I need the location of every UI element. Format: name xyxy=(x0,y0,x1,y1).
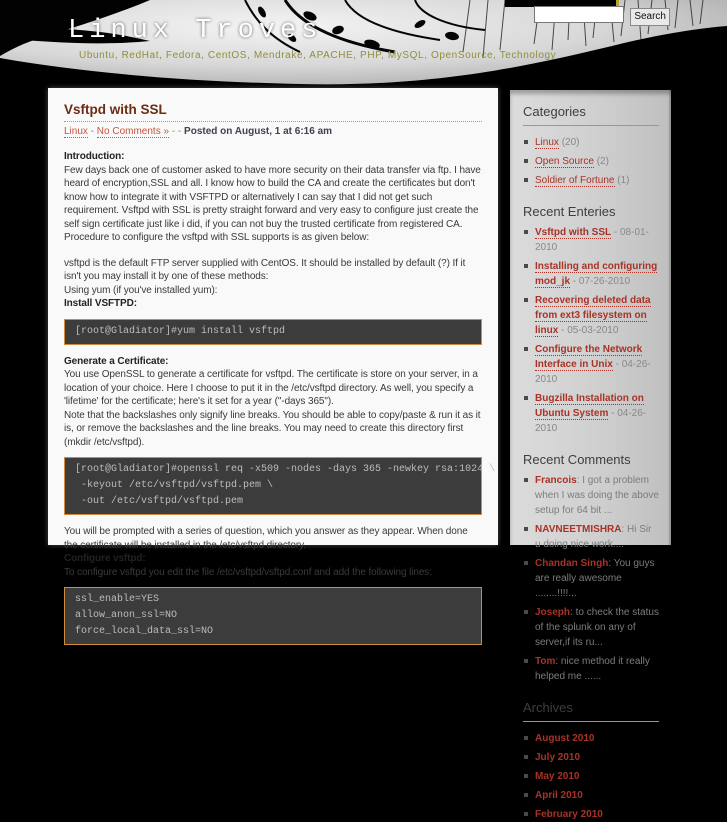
code-line: ssl_enable=YES xyxy=(75,594,160,605)
archive-item xyxy=(523,731,659,746)
recent-entries-section xyxy=(523,204,659,436)
archive-link-august-2010[interactable]: August 2010 xyxy=(535,733,595,744)
code-line: force_local_data_ssl=NO xyxy=(75,626,214,637)
category-link-soldier-of-fortune[interactable]: Soldier of Fortune xyxy=(535,175,615,186)
code-block-vsftpd-conf xyxy=(64,587,482,645)
recent-entry-item xyxy=(523,342,659,387)
entry-date: - 04-26-2010 xyxy=(535,359,651,385)
meta-separator: - - xyxy=(169,126,185,137)
category-count: (20) xyxy=(561,137,580,148)
post-date: Posted on August, 1 at 6:16 am xyxy=(184,126,333,137)
recent-entry-item xyxy=(523,259,659,289)
install-paragraph-1: vsftpd is the default FTP server supplied with CentOS. It should be installed by default (?) If it isn't you may install it by one of these methods: xyxy=(64,257,466,282)
sidebar xyxy=(510,90,671,820)
archive-link-july-2010[interactable]: July 2010 xyxy=(535,752,581,763)
recent-entries-heading: Recent Enteries xyxy=(523,204,616,219)
code-line: -out /etc/vsftpd/vsftpd.pem xyxy=(75,496,244,507)
category-item xyxy=(523,154,659,169)
divider xyxy=(523,125,659,126)
divider xyxy=(523,721,659,722)
category-link-linux[interactable]: Linux xyxy=(535,137,559,148)
configure-paragraph: To configure vsftpd you edit the file /etc/vsftpd/vsftpd.conf and add the following lines: xyxy=(64,566,432,578)
site-header xyxy=(0,0,727,88)
comments-link[interactable]: No Comments » xyxy=(96,126,170,137)
comment-excerpt: : nice method it really helped me ...... xyxy=(535,656,650,682)
archive-link-february-2010[interactable]: February 2010 xyxy=(535,809,603,820)
code-line: -keyout /etc/vsftpd/vsftpd.pem \ xyxy=(75,480,274,491)
post-meta xyxy=(64,126,482,137)
comment-author-link[interactable]: Francois xyxy=(535,475,577,486)
code-line: [root@Gladiator]#openssl req -x509 -nodes -days 365 -newkey rsa:1024 \ xyxy=(75,464,496,475)
comment-excerpt: : I got a problem when I was doing the above setup for 64 bit ... xyxy=(535,475,659,516)
recent-entry-item xyxy=(523,293,659,338)
recent-entry-item xyxy=(523,391,659,436)
recent-comment-item xyxy=(523,522,659,552)
recent-comment-item xyxy=(523,473,659,518)
archive-link-may-2010[interactable]: May 2010 xyxy=(535,771,580,782)
main-content xyxy=(48,88,498,637)
recent-comment-item xyxy=(523,605,659,650)
recent-comments-heading: Recent Comments xyxy=(523,452,631,467)
code-block-openssl xyxy=(64,457,496,515)
search-bar xyxy=(534,6,670,26)
category-link[interactable]: Linux xyxy=(64,126,88,137)
code-block-yum-install xyxy=(64,319,482,345)
category-item xyxy=(523,135,659,150)
archive-item xyxy=(523,807,659,822)
comment-author-link[interactable]: Joseph xyxy=(535,607,571,618)
recent-comments-section xyxy=(523,452,659,684)
comment-excerpt: : to check the status of the splunk on any of server,if its ru... xyxy=(535,607,659,648)
categories-section xyxy=(523,104,659,188)
post-title: Vsftpd with SSL xyxy=(64,102,482,122)
site-title[interactable]: Linux Troves xyxy=(68,16,323,46)
recent-entry-link[interactable]: Bugzilla Installation on Ubuntu System xyxy=(535,393,644,419)
category-count: (2) xyxy=(596,156,609,167)
search-input[interactable] xyxy=(534,6,624,23)
comment-author-link[interactable]: Tom xyxy=(535,656,556,667)
recent-entry-link[interactable]: Vsftpd with SSL xyxy=(535,227,612,238)
comment-author-link[interactable]: Chandan Singh xyxy=(535,558,609,569)
categories-heading: Categories xyxy=(523,104,586,119)
install-paragraph-2: Using yum (if you've installed yum): xyxy=(64,284,218,296)
archive-item xyxy=(523,750,659,765)
search-button[interactable]: Search xyxy=(630,8,670,26)
recent-comment-item xyxy=(523,556,659,601)
intro-paragraph: Few days back one of customer asked to have more security on their data transfer via ftp. I have heard of encryption,SSL and all. I know how to build the CA and create the certificates but don't know how to integrate it with VSFTPD or alternatively I can say that I did not get such requirement. Vsftpd with SSL is pretty straight forward and very easy to configure just create the self sign certificate just like i did, if you can not buy the trusted certificate from registered CA. Procedure to configure the vsftpd with SSL supports is as given below: xyxy=(64,164,481,243)
recent-entry-link[interactable]: Installing and configuring mod_jk xyxy=(535,261,658,287)
configure-heading: Configure vsftpd: xyxy=(64,553,146,564)
recent-entry-item xyxy=(523,225,659,255)
install-heading: Install VSFTPD: xyxy=(64,298,137,309)
site-tagline: Ubuntu, RedHat, Fedora, CentOS, Mendrake, APACHE, PHP, MySQL, OpenSource, Technology xyxy=(79,50,557,61)
entry-date: - 04-26-2010 xyxy=(535,408,647,434)
category-link-open-source[interactable]: Open Source xyxy=(535,156,594,167)
comment-excerpt: : You guys are really awesome ........!!!!... xyxy=(535,558,655,599)
certificate-heading: Generate a Certificate: xyxy=(64,355,169,367)
archives-section xyxy=(523,700,659,822)
archive-item xyxy=(523,769,659,784)
category-item xyxy=(523,173,659,188)
entry-date: - 08-01-2010 xyxy=(535,227,649,253)
code-line: allow_anon_ssl=NO xyxy=(75,610,178,621)
intro-heading: Introduction: xyxy=(64,151,125,162)
comment-excerpt: : Hi Sir u doing nice work.... xyxy=(535,524,652,550)
archive-link-april-2010[interactable]: April 2010 xyxy=(535,790,583,801)
recent-comment-item xyxy=(523,654,659,684)
recent-entry-link[interactable]: Configure the Network Interface in Unix xyxy=(535,344,643,370)
entry-date: - 05-03-2010 xyxy=(561,325,619,336)
certificate-paragraph-2: Note that the backslashes only signify line breaks. You should be able to copy/paste & run it as it is, or remove the backslashes and the line breaks. You may need to create this directory first (mkdir /etc/vsftpd). xyxy=(64,409,481,448)
entry-date: - 07-26-2010 xyxy=(572,276,631,287)
archive-item xyxy=(523,788,659,803)
comment-author-link[interactable]: NAVNEETMISHRA xyxy=(535,524,622,535)
category-count: (1) xyxy=(617,175,630,186)
meta-separator: - xyxy=(87,126,97,137)
prompt-paragraph: You will be prompted with a series of question, which you answer as they appear. When done the certificate will be installed in the /etc/vsftpd directory. xyxy=(64,526,468,551)
code-line: [root@Gladiator]#yum install vsftpd xyxy=(75,325,286,337)
archives-heading: Archives xyxy=(523,700,573,715)
recent-entry-link[interactable]: Recovering deleted data from ext3 filesystem on linux xyxy=(535,295,651,336)
certificate-paragraph-1: You use OpenSSL to generate a certificate for vsftpd. The certificate is store on your server, in a location of your choice. Here I choose to put it in the /etc/vsftpd directory. As well, you specify a 'lifetime' for the certificate; here's it set for a year ("-days 365"). xyxy=(64,369,478,407)
